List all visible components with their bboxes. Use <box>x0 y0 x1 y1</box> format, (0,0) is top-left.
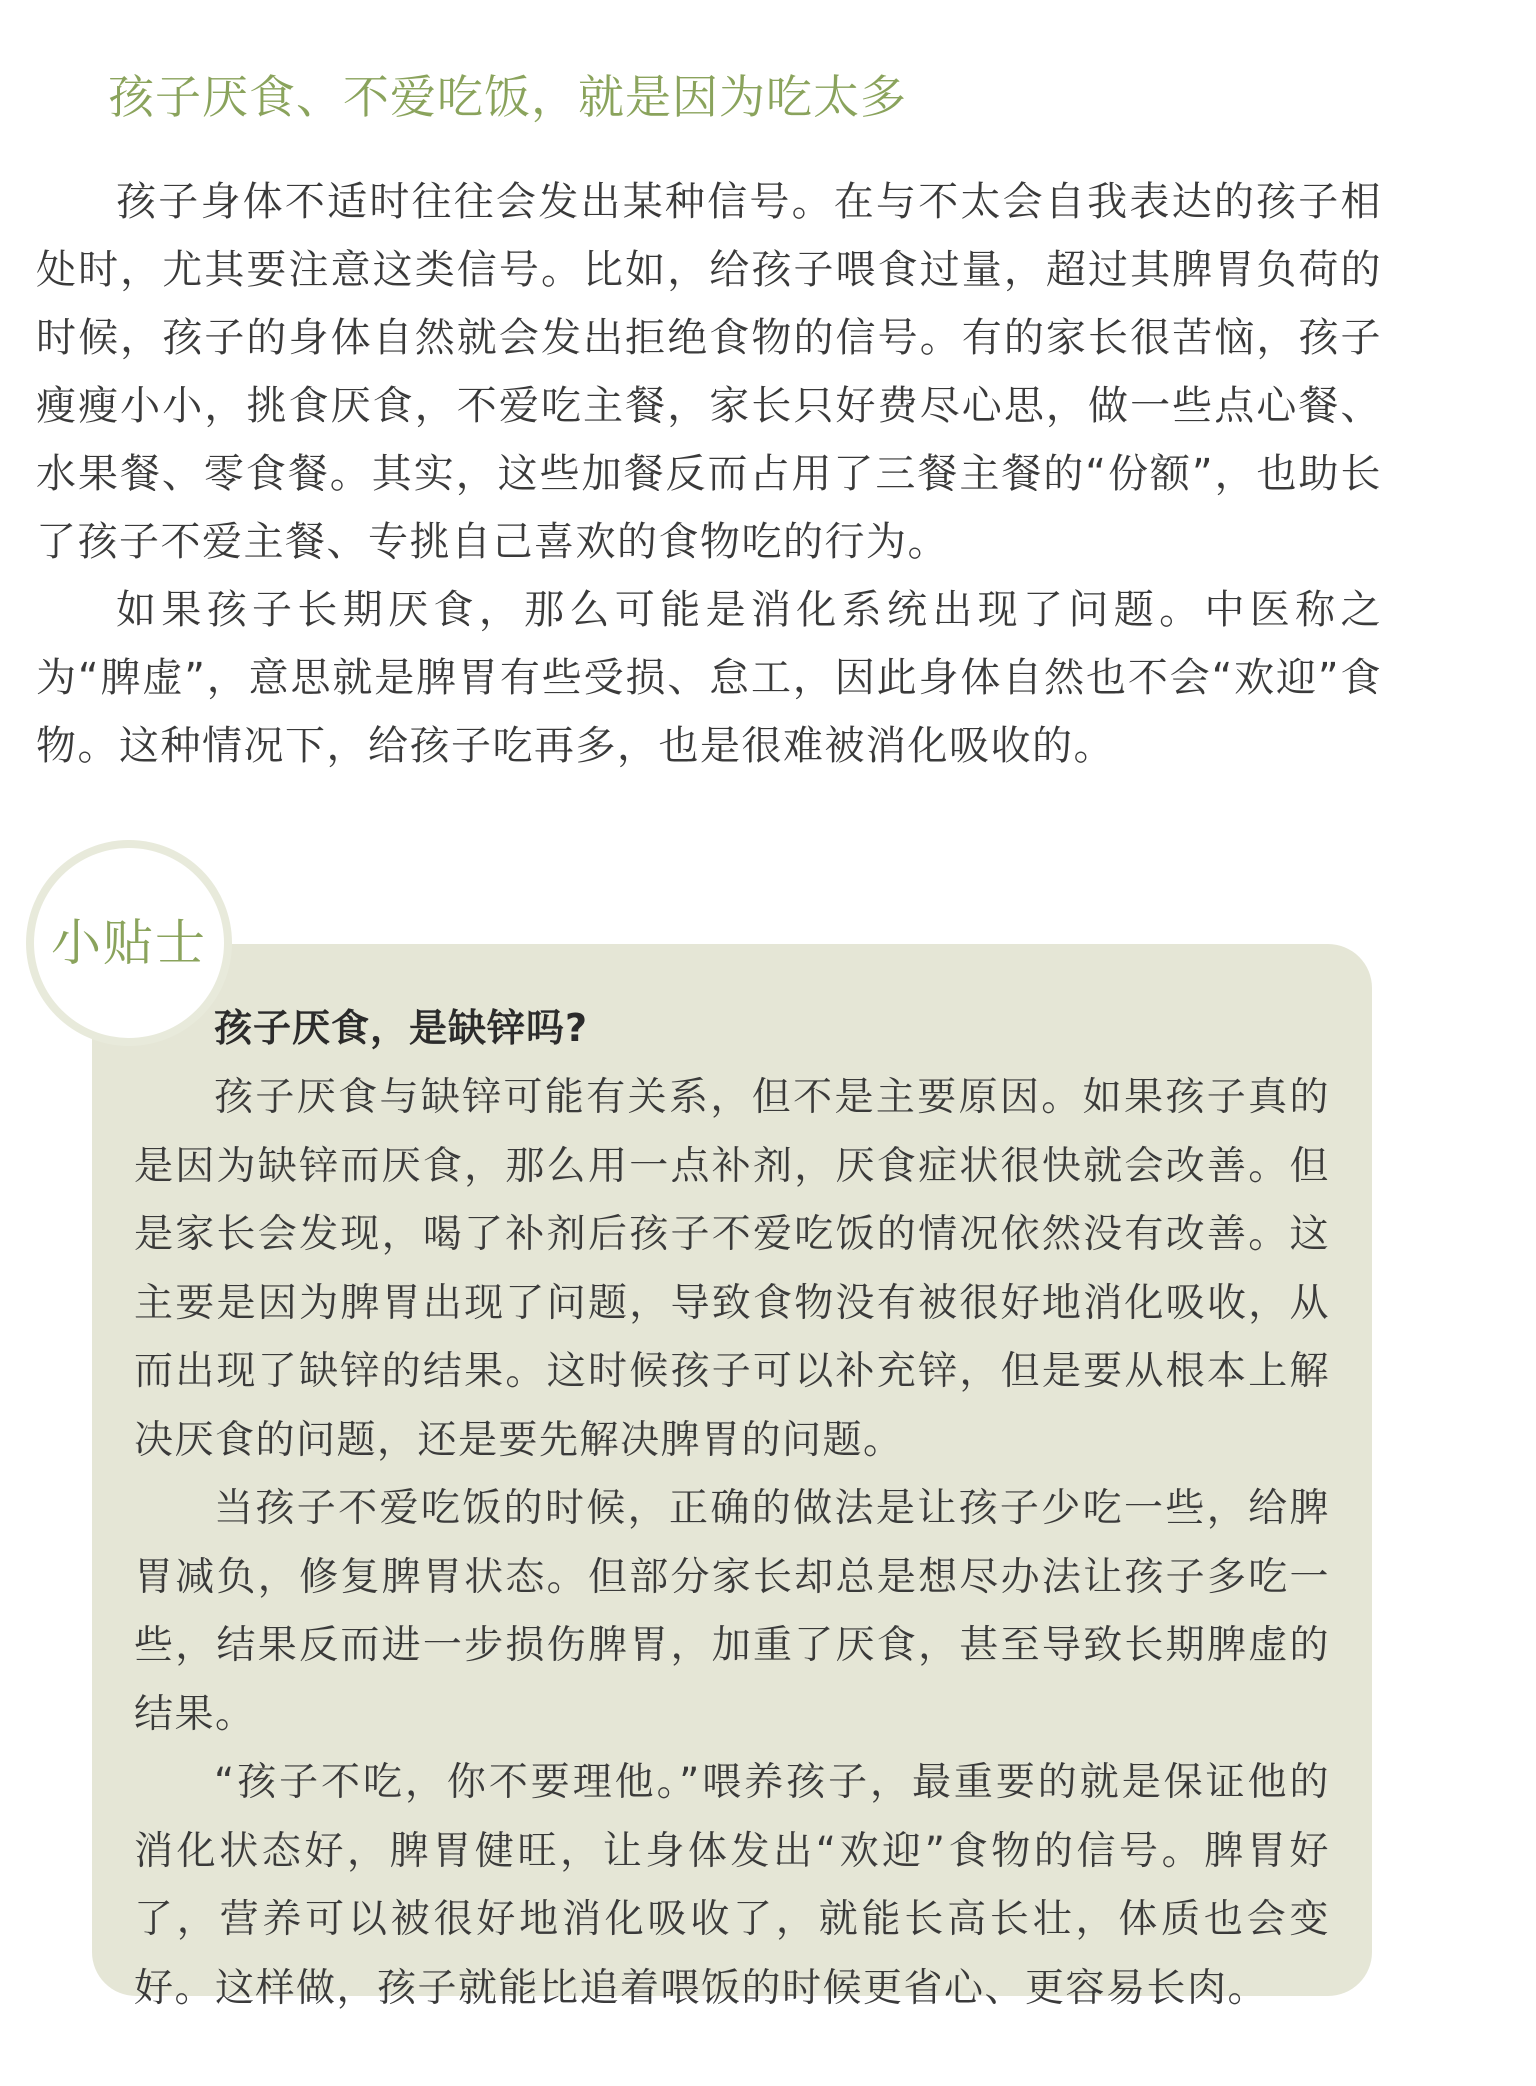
tips-content <box>134 996 1330 2023</box>
tips-paragraph: 孩子厌食与缺锌可能有关系，但不是主要原因。如果孩子真的是因为缺锌而厌食，那么用一点补剂，厌食症状很快就会改善。但是家长会发现，喝了补剂后孩子不爱吃饭的情况依然没有改善。这主要是因为脾胃出现了问题，导致食物没有被很好地消化吸收，从而出现了缺锌的结果。这时候孩子可以补充锌，但是要从根本上解决厌食的问题，还是要先解决脾胃的问题。 <box>134 1075 1330 1463</box>
tips-heading: 孩子厌食，是缺锌吗? <box>214 1006 589 1050</box>
page-title: 孩子厌食、不爱吃饭，就是因为吃太多 <box>108 70 907 124</box>
article-body <box>36 168 1382 780</box>
article-paragraph: 如果孩子长期厌食，那么可能是消化系统出现了问题。中医称之为“脾虚”，意思就是脾胃有些受损、怠工，因此身体自然也不会“欢迎”食物。这种情况下，给孩子吃再多，也是很难被消化吸收的。 <box>36 587 1382 769</box>
tips-label: 小贴士 <box>51 914 207 972</box>
tips-paragraph: “孩子不吃，你不要理他。”喂养孩子，最重要的就是保证他的消化状态好，脾胃健旺，让身体发出“欢迎”食物的信号。脾胃好了，营养可以被很好地消化吸收了，就能长高长壮，体质也会变好。这样做，孩子就能比追着喂饭的时候更省心、更容易长肉。 <box>134 1760 1330 2011</box>
tips-paragraph: 当孩子不爱吃饭的时候，正确的做法是让孩子少吃一些，给脾胃减负，修复脾胃状态。但部分家长却总是想尽办法让孩子多吃一些，结果反而进一步损伤脾胃，加重了厌食，甚至导致长期脾虚的结果。 <box>134 1486 1330 1737</box>
article-paragraph: 孩子身体不适时往往会发出某种信号。在与不太会自我表达的孩子相处时，尤其要注意这类信号。比如，给孩子喂食过量，超过其脾胃负荷的时候，孩子的身体自然就会发出拒绝食物的信号。有的家长很苦恼，孩子瘦瘦小小，挑食厌食，不爱吃主餐，家长只好费尽心思，做一些点心餐、水果餐、零食餐。其实，这些加餐反而占用了三餐主餐的“份额”，也助长了孩子不爱主餐、专挑自己喜欢的食物吃的行为。 <box>36 179 1382 565</box>
